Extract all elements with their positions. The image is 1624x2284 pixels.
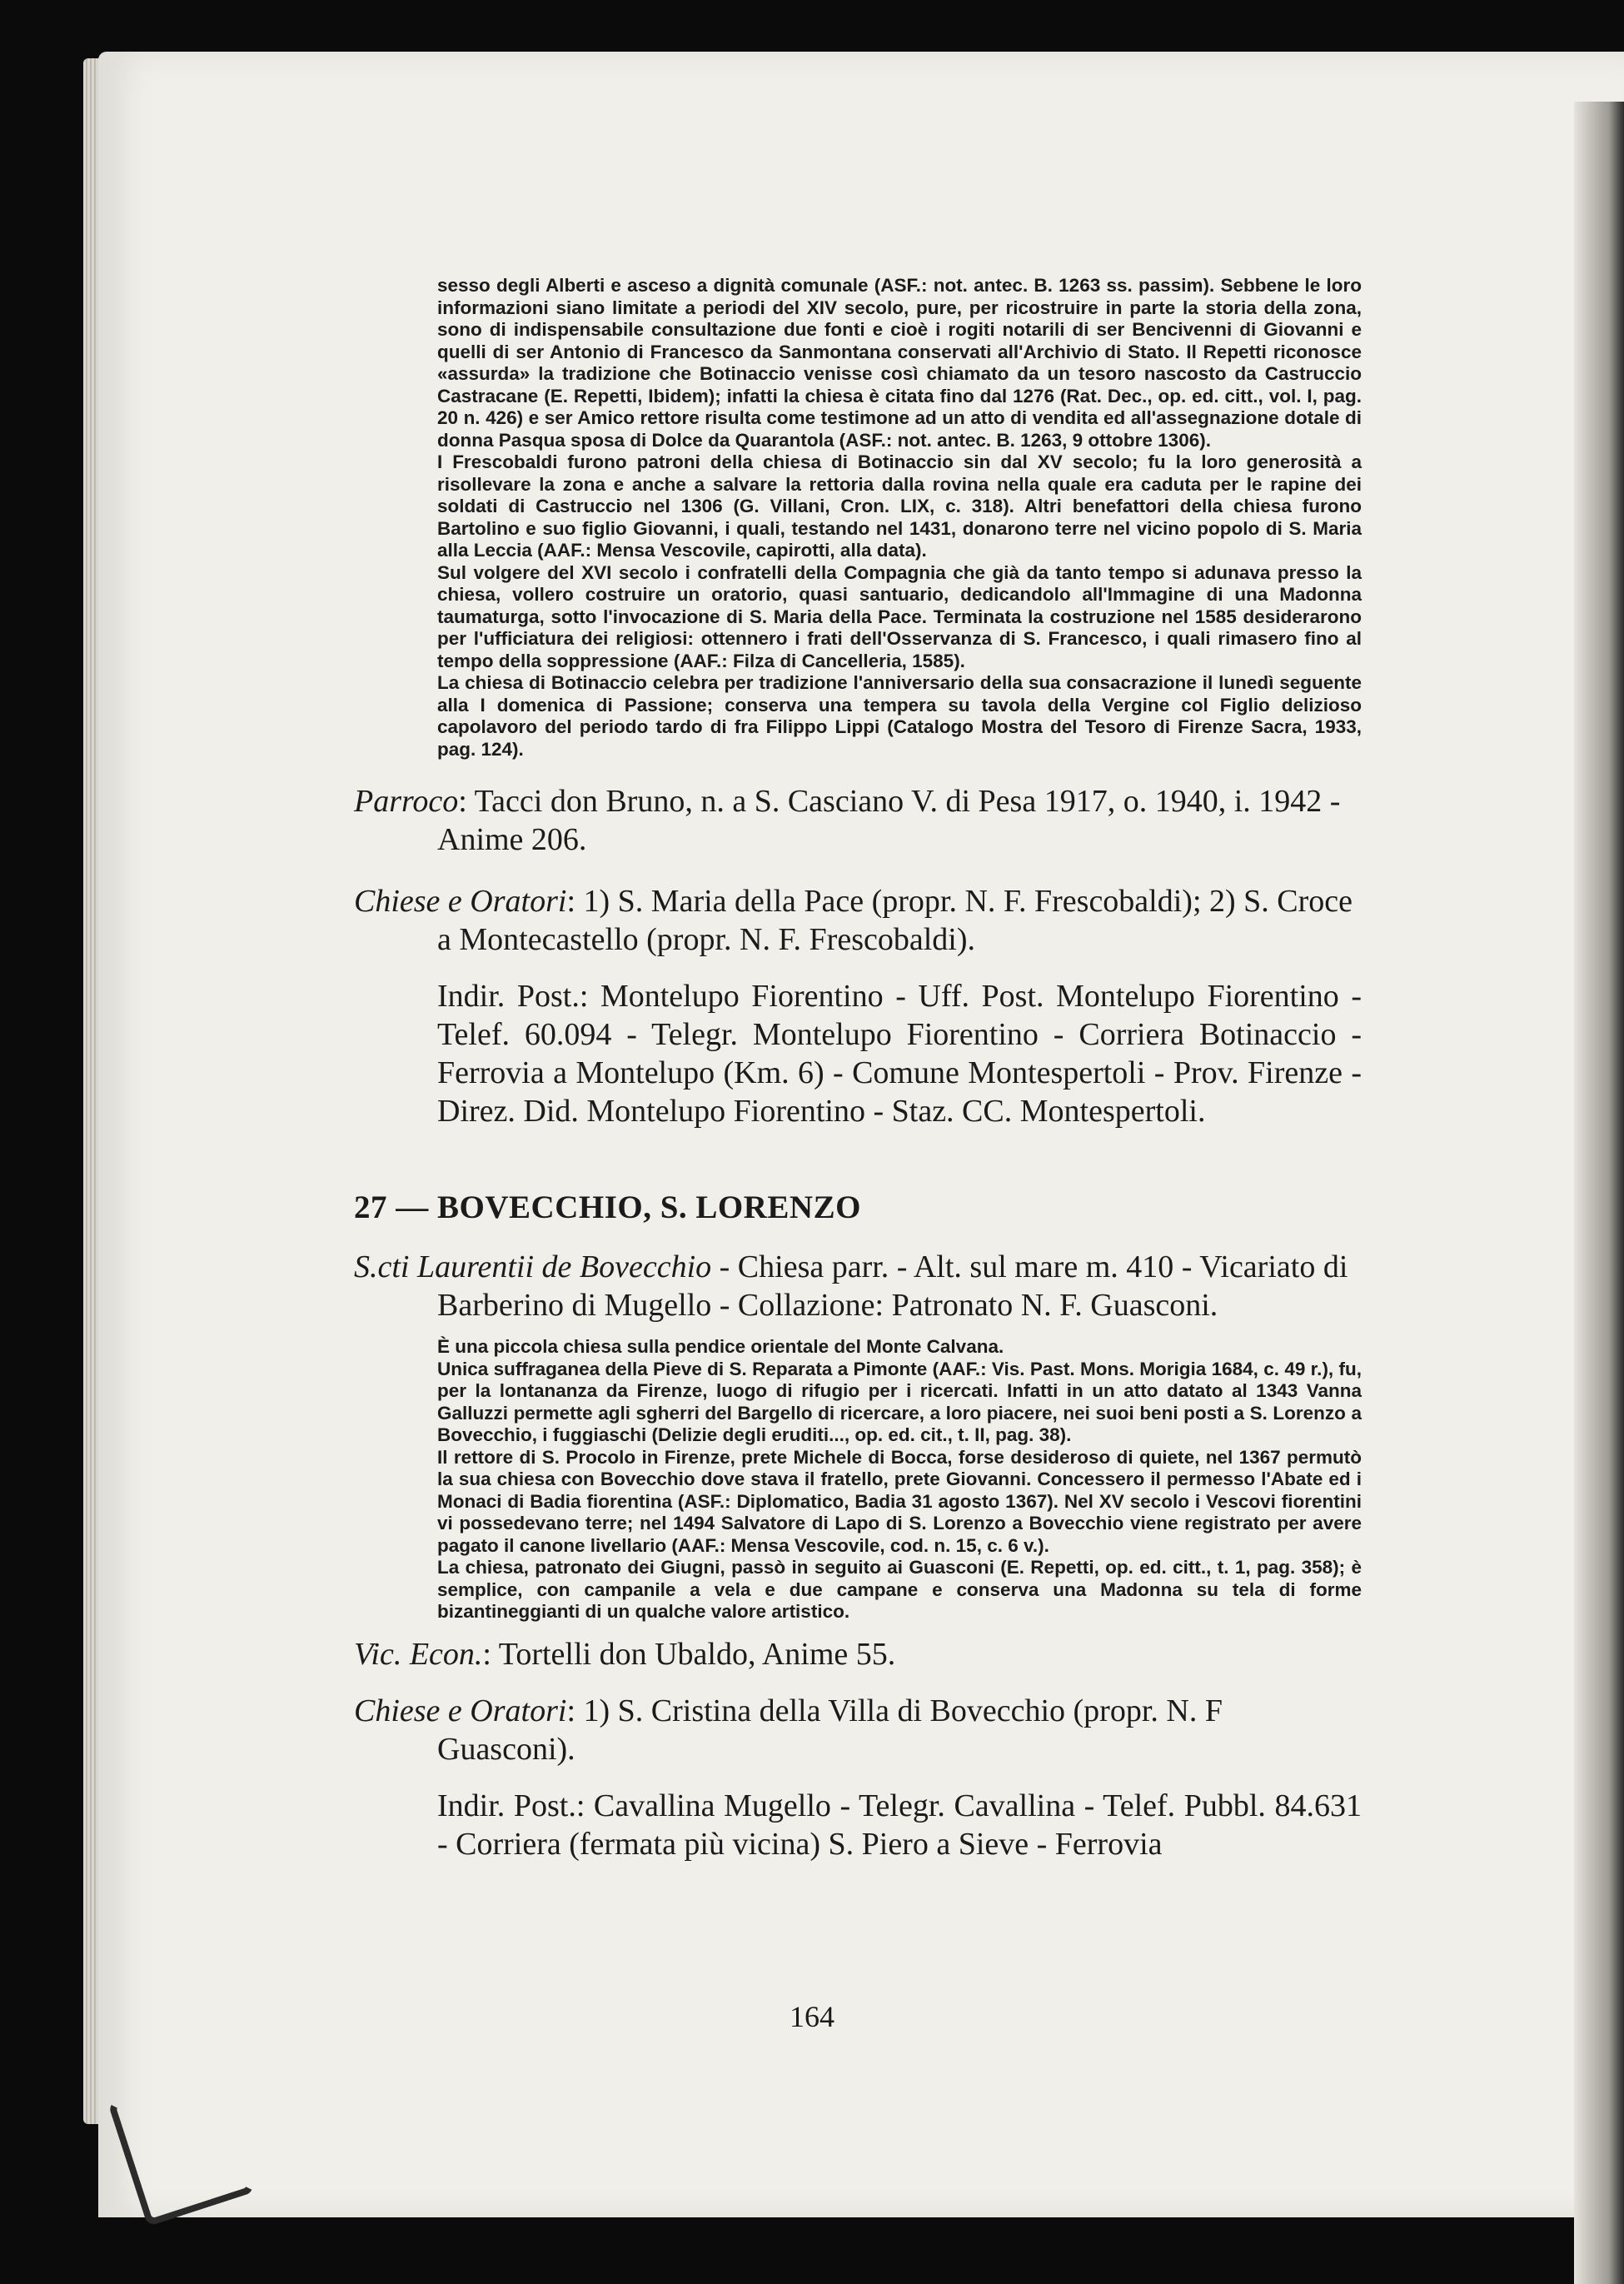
note-paragraph: Unica suffraganea della Pieve di S. Reparata a Pimonte (AAF.: Vis. Past. Mons. Morigia 1684, c. 49 r.), fu, per la lontananza da Firenze, luogo di rifugio per i ricercati. Infatti in un atto datato al 1343 Vanna Galluzzi permette agli sgherri del Bargello di ricercare, a loro piacere, nei suoi beni posti a S. Lorenzo a Bovecchio, i fuggiaschi (Delizie degli eruditi..., op. ed. cit., t. II, pag. 38). — [437, 1358, 1362, 1445]
note-paragraph: La chiesa di Botinaccio celebra per tradizione l'anniversario della sua consacrazione il lunedì seguente alla I domenica di Passione; conserva una tempera su tavola della Vergine col Figlio delizioso capolavoro del periodo tardo di fra Filippo Lippi (Catalogo Mostra del Tesoro di Firenze Sacra, 1933, pag. 124). — [437, 672, 1362, 760]
chiese-oratori-entry-2 — [354, 1692, 1362, 1768]
church-latin-name: S.cti Laurentii de Bovecchio — [354, 1249, 712, 1284]
note-paragraph: È una piccola chiesa sulla pendice orientale del Monte Calvana. — [437, 1336, 1004, 1357]
church-details: - Chiesa parr. - Alt. sul mare m. 410 - Vicariato di Barberino di Mugello - Collazione: Patronato N. F. Guasconi. — [437, 1249, 1348, 1323]
footnote-block-top — [437, 275, 1362, 761]
footnote-block-bottom — [437, 1336, 1362, 1623]
note-paragraph: sesso degli Alberti e asceso a dignità comunale (ASF.: not. antec. B. 1263 ss. passim). Sebbene le loro informazioni siano limitate a periodi del XIV secolo, pure, per ricostruire in parte la storia della zona, sono di indispensabile consultazione due fonti e cioè i rogiti notarili di ser Bencivenni di Giovanni e quelli di ser Antonio di Francesco da Sanmontana conservati all'Archivio di Stato. Il Repetti riconosce «assurda» la tradizione che Botinaccio venisse così chiamato da un tesoro nascosto da Castruccio Castracane (E. Repetti, Ibidem); infatti la chiesa è citata fino dal 1276 (Rat. Dec., op. ed. citt., vol. I, pag. 20 n. 426) e ser Amico rettore risulta come testimone ad un atto di vendita ed all'assegnazione dotale di donna Pasqua sposa di Dolce da Quarantola (ASF.: not. antec. B. 1263, 9 ottobre 1306). — [437, 275, 1362, 451]
church-title-entry — [354, 1248, 1362, 1324]
note-paragraph: La chiesa, patronato dei Giugni, passò in seguito ai Guasconi (E. Repetti, op. ed. citt., t. 1, pag. 358); è semplice, con campanile a vela e due campane e conserva una Madonna su tela di forme bizantineggianti di un qualche valore artistico. — [437, 1557, 1362, 1622]
vicario-text: : Tortelli don Ubaldo, Anime 55. — [482, 1636, 896, 1672]
page-number: 164 — [790, 2000, 834, 2033]
note-paragraph: Sul volgere del XVI secolo i confratelli della Compagnia che già da tanto tempo si adunava presso la chiesa, vollero costruire un oratorio, quasi santuario, dedicandolo all'Immagine di una Madonna taumaturga, sotto l'invocazione di S. Maria della Pace. Terminata la costruzione nel 1585 desiderarono per l'ufficiatura dei religiosi: ottennero i frati dell'Osservanza di S. Francesco, i quali rimasero fino al tempo della soppressione (AAF.: Filza di Cancelleria, 1585). — [437, 561, 1362, 671]
section-heading: 27 — BOVECCHIO, S. LORENZO — [354, 1189, 861, 1225]
book-spine — [1574, 102, 1624, 2284]
vicario-entry — [354, 1635, 1362, 1673]
parroco-entry — [354, 782, 1362, 859]
note-paragraph: Il rettore di S. Procolo in Firenze, prete Michele di Bocca, forse desideroso di quiete, nel 1367 permutò la sua chiesa con Bovecchio dove stava il fratello, prete Giovanni. Concessero il permesso l'Abate ed i Monaci di Badia fiorentina (ASF.: Diplomatico, Badia 31 agosto 1367). Nel XV secolo i Vescovi fiorentini vi possedevano terre; nel 1494 Salvatore di Lapo di S. Lorenzo a Bovecchio viene registrato per avere pagato il canone livellario (AAF.: Mensa Vescovile, cod. n. 15, c. 6 v.). — [437, 1446, 1362, 1556]
vicario-label: Vic. Econ. — [354, 1636, 483, 1672]
parroco-text: : Tacci don Bruno, n. a S. Casciano V. di Pesa 1917, o. 1940, i. 1942 - Anime 206. — [437, 784, 1341, 857]
parroco-label: Parroco — [354, 784, 459, 819]
note-paragraph: I Frescobaldi furono patroni della chiesa di Botinaccio sin dal XV secolo; fu la loro generosità a risollevare la zona e anche a salvare la rettoria dalla rovina nella quale era caduta per le rapine dei soldati di Castruccio nel 1306 (G. Villani, Cron. LIX, c. 318). Altri benefattori della chiesa furono Bartolino e suo figlio Giovanni, i quali, testando nel 1431, donarono terre nel vicino popolo di S. Maria alla Leccia (AAF.: Mensa Vescovile, capirotti, alla data). — [437, 451, 1362, 561]
chiese-label: Chiese e Oratori — [354, 884, 567, 919]
chiese-label-2: Chiese e Oratori — [354, 1693, 567, 1728]
chiese-text: : 1) S. Maria della Pace (propr. N. F. Frescobaldi); 2) S. Croce a Montecastello (propr. N. F. Frescobaldi). — [437, 884, 1353, 957]
chiese-text-2: : 1) S. Cristina della Villa di Bovecchio (propr. N. F Guasconi). — [437, 1693, 1223, 1767]
page-content — [354, 275, 1362, 1863]
postal-address: Indir. Post.: Montelupo Fiorentino - Uff. Post. Montelupo Fiorentino - Telef. 60.094 - Telegr. Montelupo Fiorentino - Corriera Botinaccio - Ferrovia a Montelupo (Km. 6) - Comune Montespertoli - Prov. Firenze - Direz. Did. Montelupo Fiorentino - Staz. CC. Montespertoli. — [437, 979, 1362, 1129]
chiese-oratori-entry — [354, 882, 1362, 959]
postal-address-2: Indir. Post.: Cavallina Mugello - Telegr. Cavallina - Telef. Pubbl. 84.631 - Corriera (fermata più vicina) S. Piero a Sieve - Ferrovia — [437, 1788, 1362, 1862]
